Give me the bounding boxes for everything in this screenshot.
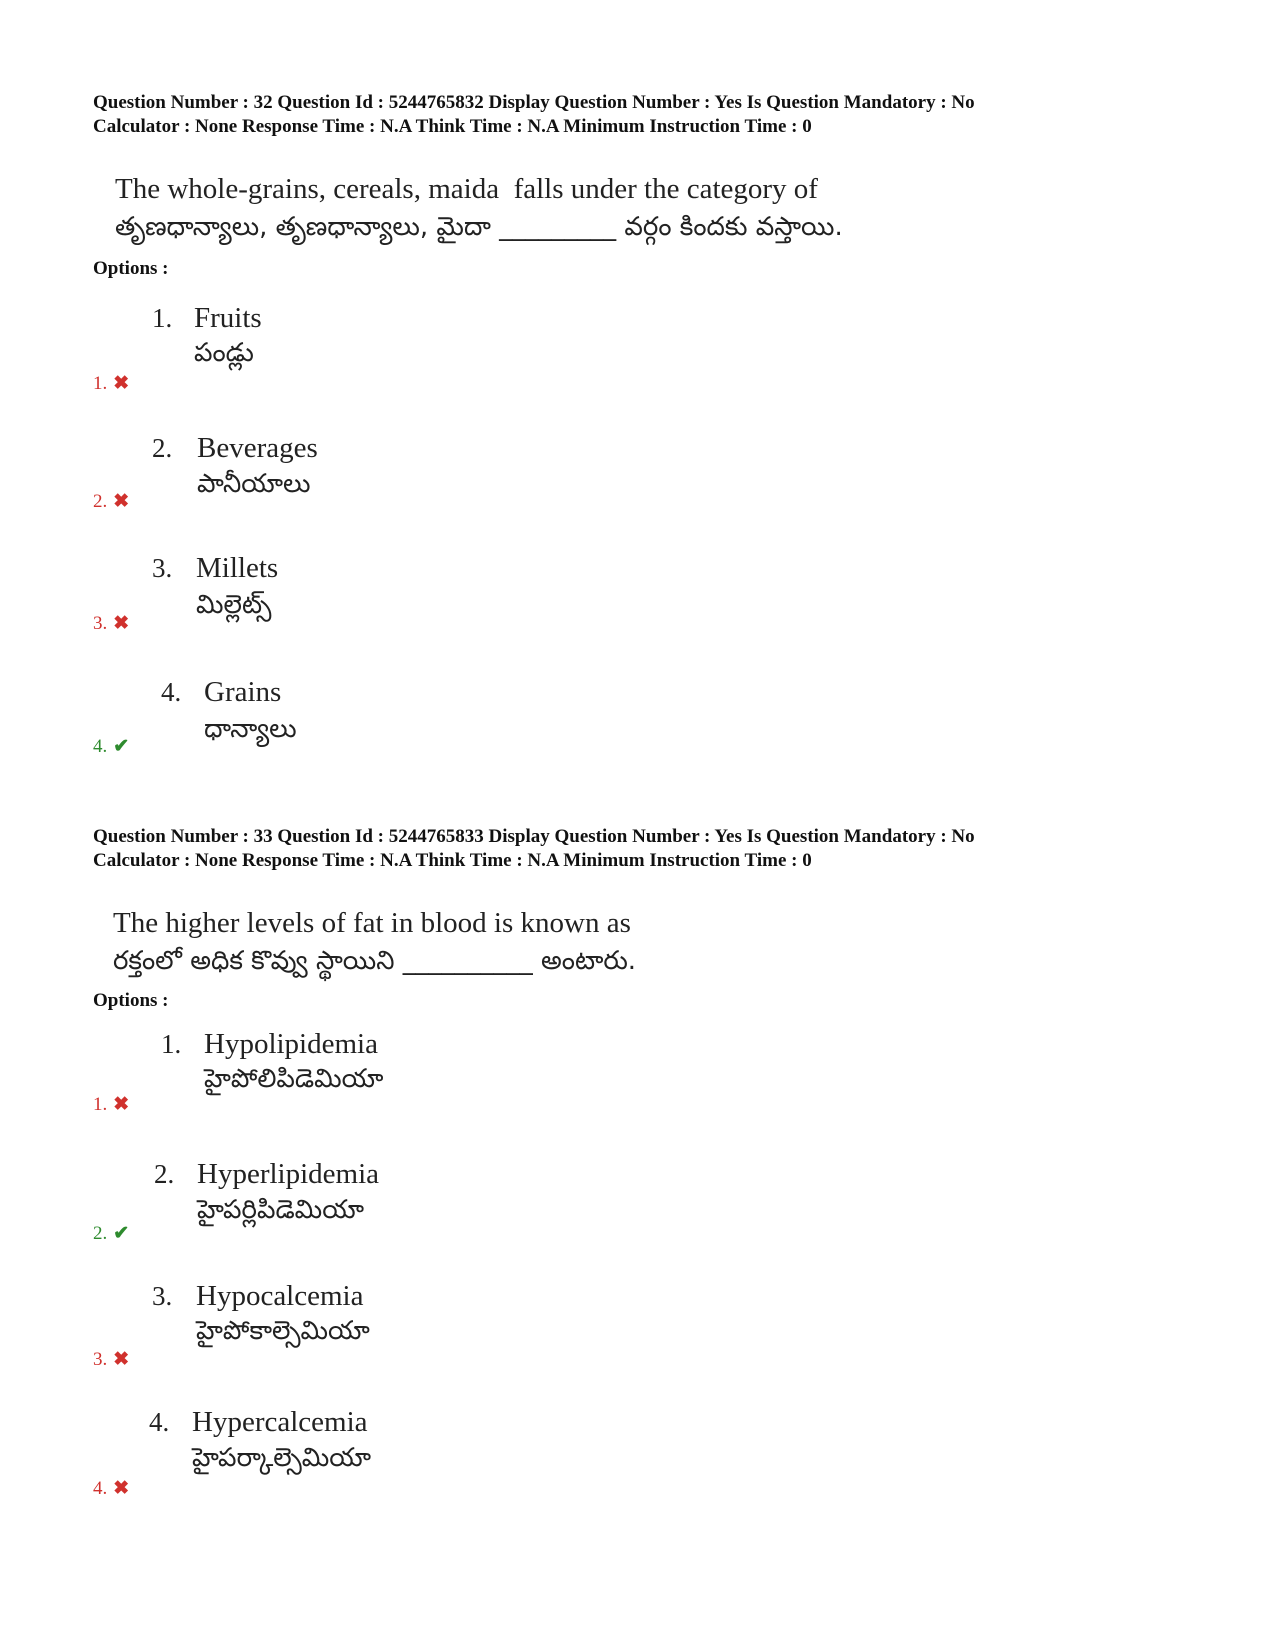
options-label: Options : bbox=[93, 258, 169, 279]
option-result-number: 4. bbox=[93, 736, 108, 757]
option-text-telugu: హైపర్లిపిడెమియా bbox=[197, 1195, 364, 1225]
option-text-english: Hypolipidemia bbox=[204, 1028, 378, 1060]
question-stem-telugu: తృణధాన్యాలు, తృణధాన్యాలు, మైదా _________ వర్గం కిందకు వస్తాయి. bbox=[115, 212, 843, 242]
question-stem-telugu: రక్తంలో అధిక కొవ్వు స్థాయిని __________ అంటారు. bbox=[113, 946, 637, 976]
checkmark-icon: ✔ bbox=[113, 736, 130, 757]
option-text-english: Grains bbox=[204, 676, 282, 708]
cross-icon: ✖ bbox=[113, 373, 130, 394]
cross-icon: ✖ bbox=[113, 1094, 130, 1115]
option-result-mark bbox=[93, 372, 129, 395]
question-stem-english: The whole-grains, cereals, maida falls under the category of bbox=[115, 173, 818, 205]
option-number: 2. bbox=[154, 1159, 175, 1189]
question-meta-line2: Calculator : None Response Time : N.A Think Time : N.A Minimum Instruction Time : 0 bbox=[93, 850, 812, 871]
option-result-number: 3. bbox=[93, 613, 108, 634]
option-result-mark bbox=[93, 490, 129, 513]
option-result-number: 2. bbox=[93, 1223, 108, 1244]
option-number: 3. bbox=[152, 553, 173, 583]
question-meta-line2: Calculator : None Response Time : N.A Think Time : N.A Minimum Instruction Time : 0 bbox=[93, 116, 812, 137]
cross-icon: ✖ bbox=[113, 613, 130, 634]
question-meta-line1: Question Number : 32 Question Id : 5244765832 Display Question Number : Yes Is Question Mandatory : No bbox=[93, 92, 975, 113]
question-meta-line1: Question Number : 33 Question Id : 5244765833 Display Question Number : Yes Is Question Mandatory : No bbox=[93, 826, 975, 847]
option-result-mark bbox=[93, 735, 129, 758]
option-number: 1. bbox=[161, 1029, 182, 1059]
option-number: 4. bbox=[161, 677, 182, 707]
option-text-english: Hypercalcemia bbox=[192, 1406, 368, 1438]
option-text-telugu: హైపోలిపిడెమియా bbox=[204, 1064, 384, 1094]
option-text-telugu: హైపోకాల్సెమియా bbox=[196, 1316, 370, 1346]
option-text-english: Fruits bbox=[194, 302, 262, 334]
option-result-number: 1. bbox=[93, 1094, 108, 1115]
option-text-telugu: పానీయాలు bbox=[197, 469, 311, 499]
option-number: 4. bbox=[149, 1407, 170, 1437]
option-text-english: Hypocalcemia bbox=[196, 1280, 364, 1312]
cross-icon: ✖ bbox=[113, 1349, 130, 1370]
option-result-mark bbox=[93, 1477, 129, 1500]
option-result-number: 2. bbox=[93, 491, 108, 512]
question-stem-english: The higher levels of fat in blood is known as bbox=[113, 907, 631, 939]
option-result-mark bbox=[93, 1348, 129, 1371]
option-text-telugu: ధాన్యాలు bbox=[204, 714, 297, 744]
option-text-telugu: పండ్లు bbox=[194, 338, 254, 368]
cross-icon: ✖ bbox=[113, 491, 130, 512]
checkmark-icon: ✔ bbox=[113, 1223, 130, 1244]
option-text-telugu: మిల్లెట్స్ bbox=[196, 590, 272, 620]
option-result-number: 1. bbox=[93, 373, 108, 394]
option-text-telugu: హైపర్కాల్సెమియా bbox=[192, 1443, 372, 1473]
option-number: 3. bbox=[152, 1281, 173, 1311]
option-text-english: Millets bbox=[196, 552, 279, 584]
option-text-english: Beverages bbox=[197, 432, 318, 464]
options-label: Options : bbox=[93, 990, 169, 1011]
option-result-mark bbox=[93, 612, 129, 635]
option-number: 1. bbox=[152, 303, 173, 333]
option-result-mark bbox=[93, 1093, 129, 1116]
option-text-english: Hyperlipidemia bbox=[197, 1158, 380, 1190]
option-result-number: 3. bbox=[93, 1349, 108, 1370]
option-result-mark bbox=[93, 1222, 129, 1245]
option-number: 2. bbox=[152, 433, 173, 463]
option-result-number: 4. bbox=[93, 1478, 108, 1499]
cross-icon: ✖ bbox=[113, 1478, 130, 1499]
